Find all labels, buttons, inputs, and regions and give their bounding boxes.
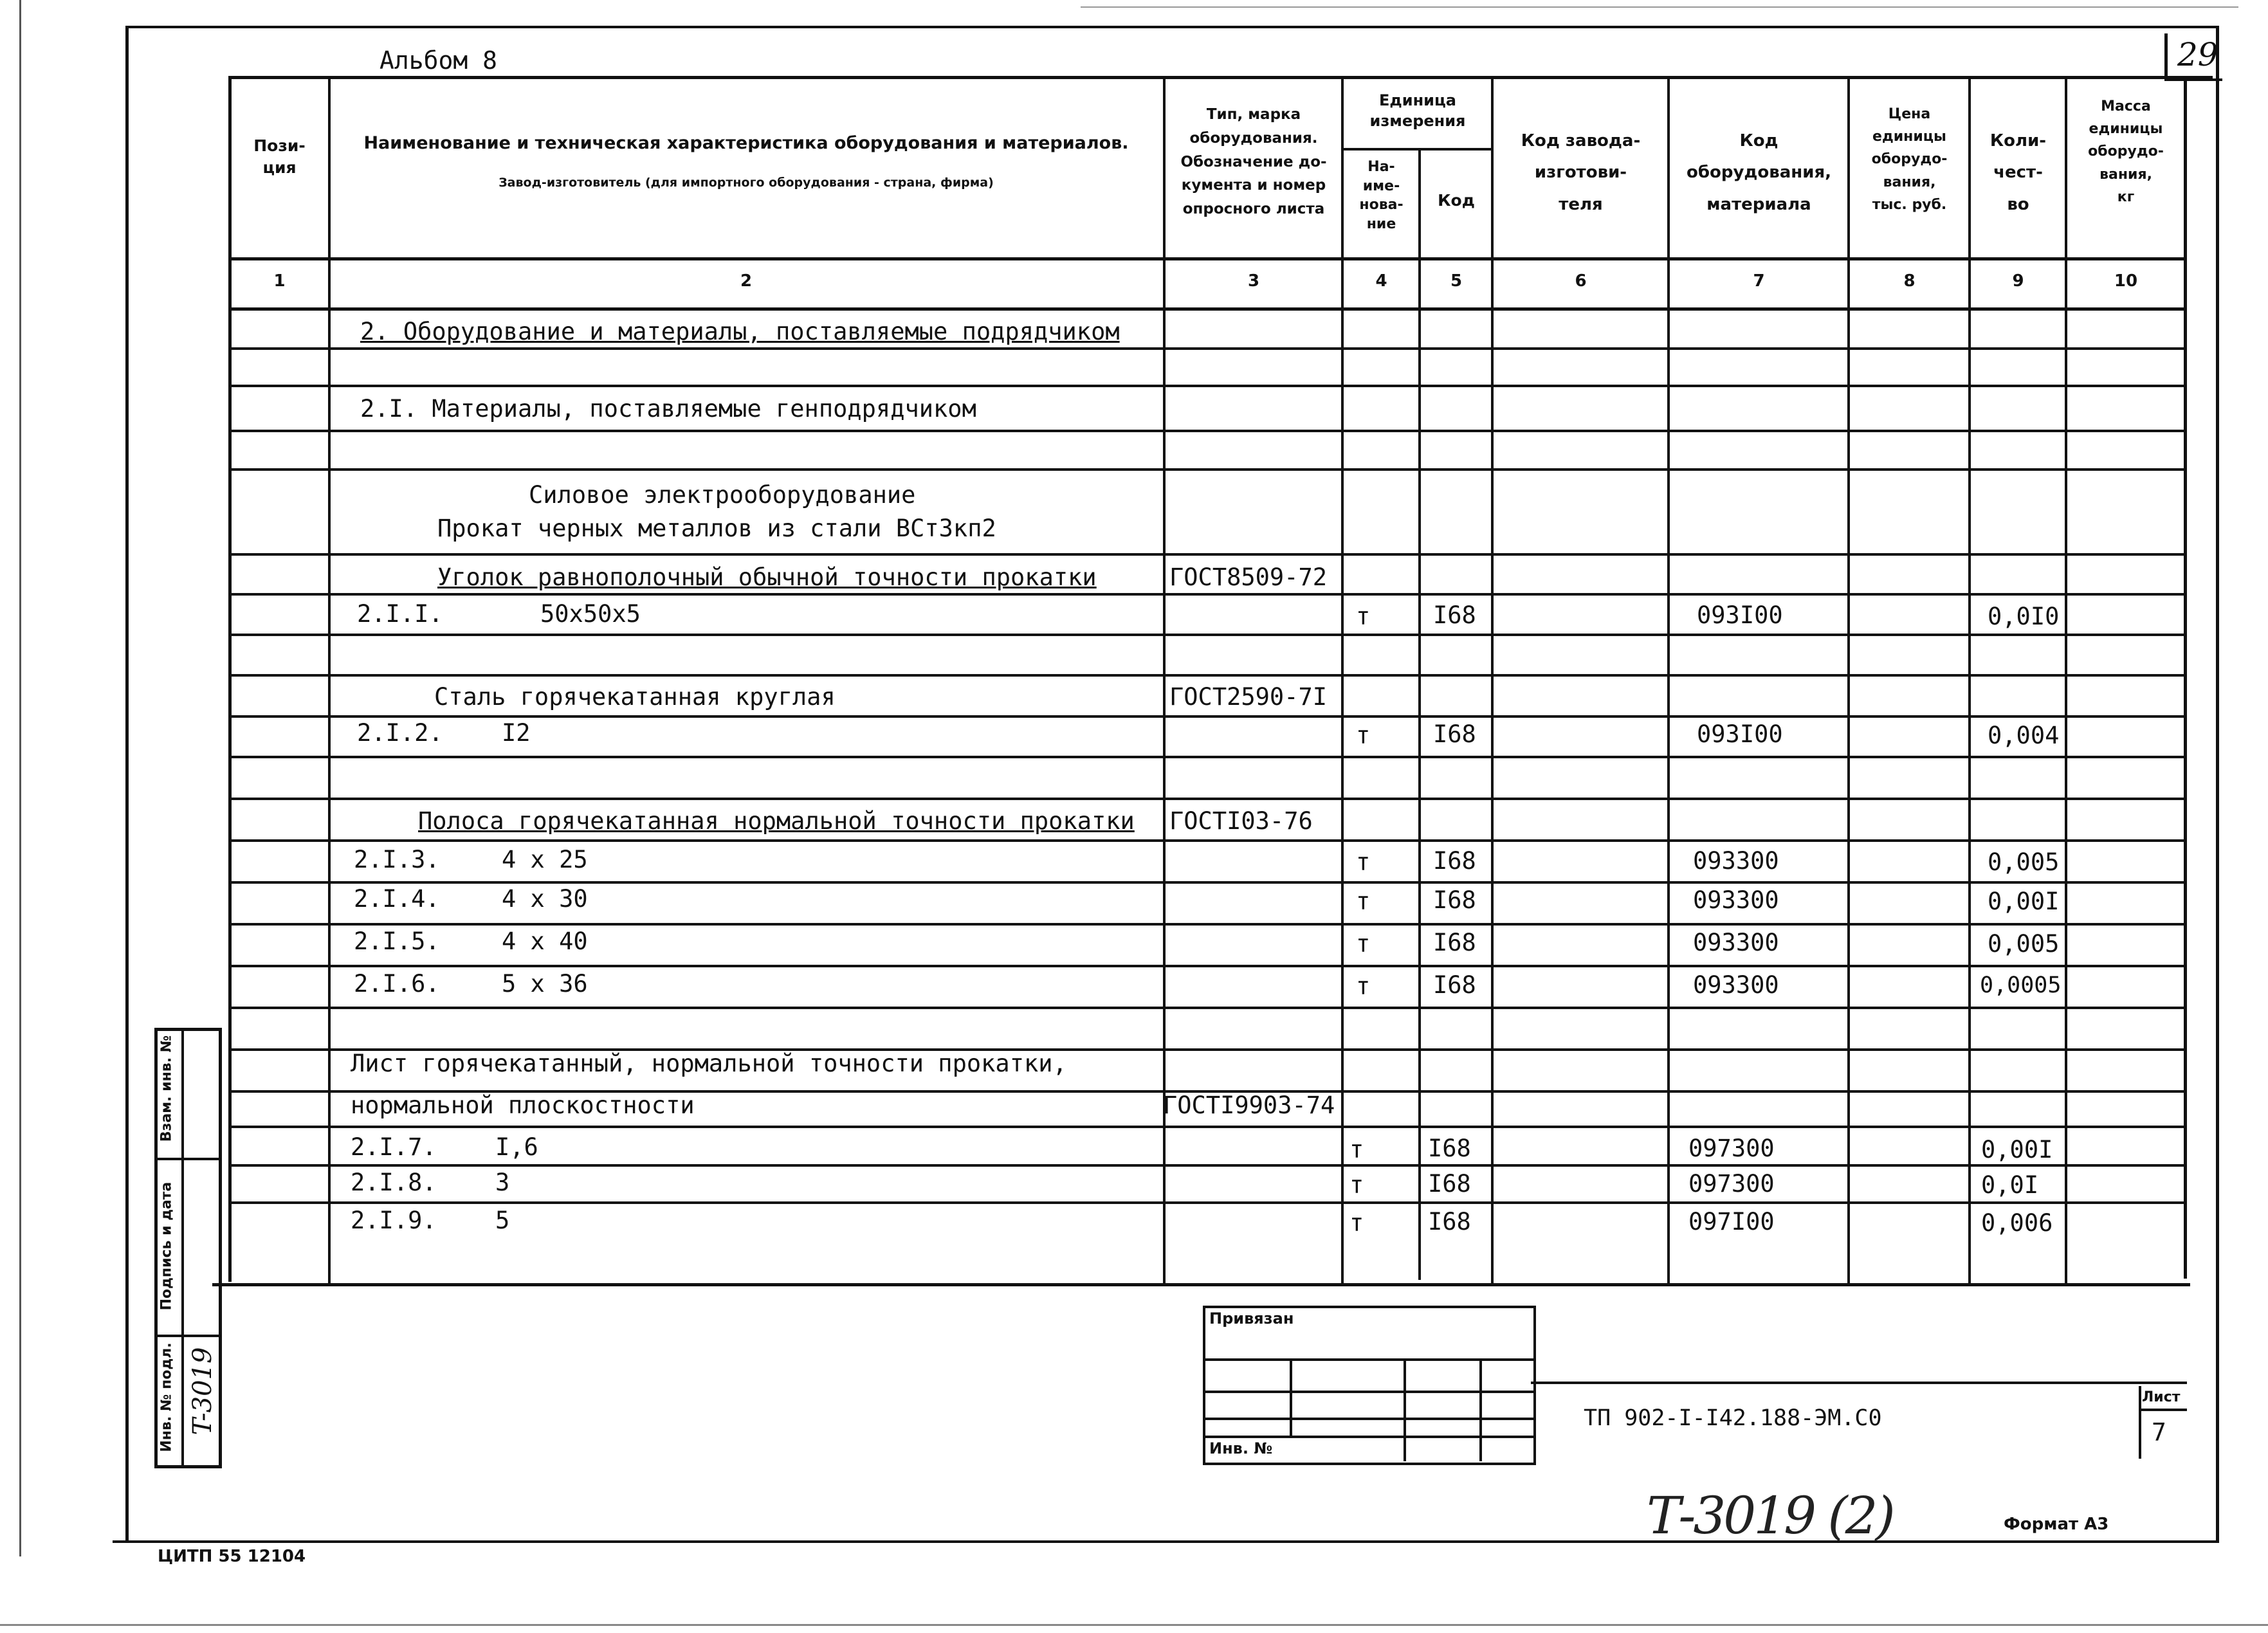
row-line (228, 923, 2187, 926)
item-position: 2.I.2. (357, 719, 443, 747)
row-line (228, 965, 2187, 967)
item-quantity: 0,005 (1988, 930, 2060, 958)
row-line (228, 593, 2187, 596)
item-name: 5 (495, 1207, 510, 1234)
row-line (228, 347, 2187, 350)
item-name: 50x50x5 (540, 600, 641, 628)
group-heading: Уголок равнополочный обычной точности прокатки (437, 563, 1097, 591)
side-stamp-inv-value: T-3019 (188, 1347, 217, 1436)
row-line (228, 756, 2187, 758)
doc-code-top-line (1531, 1382, 2187, 1384)
row-line (228, 553, 2187, 556)
group-heading: Лист горячекатанный, нормальной точности прокатки, (351, 1050, 1067, 1077)
item-quantity: 0,0I (1981, 1171, 2039, 1199)
colnum-1: 1 (273, 271, 286, 291)
doc-code: ТП 902-I-I42.188-ЭМ.С0 (1584, 1405, 1882, 1431)
item-unit: т (1349, 1136, 1364, 1163)
list-box-line (2139, 1409, 2187, 1411)
header-bottom-line (228, 257, 2187, 260)
item-unit: т (1356, 848, 1371, 876)
item-unit-code: I68 (1433, 720, 1476, 748)
row-line (212, 1283, 2190, 1286)
col-line-9 (2065, 76, 2067, 1285)
row-line (228, 468, 2187, 471)
item-quantity: 0,0I0 (1988, 603, 2060, 630)
row-line (228, 674, 2187, 677)
item-material-code: 093300 (1693, 886, 1779, 914)
item-quantity: 0,00I (1981, 1136, 2053, 1163)
item-material-code: 093I00 (1697, 720, 1783, 748)
col-line-1 (328, 76, 331, 1285)
item-unit-code: I68 (1428, 1170, 1471, 1198)
item-position: 2.I.I. (357, 600, 443, 628)
colnum-7: 7 (1753, 271, 1765, 291)
colnum-3: 3 (1247, 271, 1260, 291)
item-unit-code: I68 (1433, 886, 1476, 914)
item-position: 2.I.6. (354, 970, 440, 998)
format-label: Формат А3 (2004, 1515, 2109, 1534)
side-stamp-podpis: Подпись и дата (158, 1181, 175, 1311)
header-price: Цена единицы оборудо- вания, тыс. руб. (1871, 106, 1948, 213)
row-line (228, 385, 2187, 387)
item-unit: т (1349, 1171, 1364, 1199)
outer-bottom-line (113, 1540, 2219, 1543)
privyazan-col (1290, 1358, 1292, 1436)
privyazan-col (1404, 1358, 1406, 1461)
inv-no-label: Инв. № (1209, 1439, 1273, 1457)
colnum-6: 6 (1575, 271, 1587, 291)
printer-mark: ЦИТП 55 12104 (158, 1547, 306, 1566)
colnum-9: 9 (2012, 271, 2024, 291)
unit-group-line (1341, 148, 1492, 151)
privyazan-col (1479, 1358, 1482, 1461)
section-heading: 2. Оборудование и материалы, поставляемые подрядчиком (360, 318, 1120, 345)
section-heading: Силовое электрооборудование (529, 481, 916, 509)
item-position: 2.I.5. (354, 927, 440, 955)
group-heading: нормальной плоскостности (351, 1091, 695, 1119)
side-stamp-divider (181, 1028, 184, 1465)
row-line (228, 1201, 2187, 1204)
header-material-code: Код оборудования, материала (1686, 131, 1832, 214)
header-name: Наименование и техническая характеристика оборудования и материалов. (363, 133, 1129, 153)
item-unit-code: I68 (1428, 1135, 1471, 1162)
group-heading: Полоса горячекатанная нормальной точности прокатки (418, 807, 1135, 835)
row-line (228, 881, 2187, 884)
colnum-10: 10 (2114, 271, 2138, 291)
item-position: 2.I.4. (354, 885, 440, 913)
scan-edge-top (1081, 6, 2238, 8)
colnum-5: 5 (1450, 271, 1463, 291)
item-unit: т (1356, 972, 1371, 1000)
header-position: Пози- ция (253, 136, 306, 177)
item-name: 3 (495, 1169, 510, 1196)
item-unit: т (1356, 722, 1371, 749)
row-line (228, 430, 2187, 432)
side-stamp-inv-podl: Инв. № подл. (158, 1342, 175, 1452)
section-heading: 2.I. Материалы, поставляемые генподрядчиком (360, 395, 976, 423)
section-heading: Прокат черных металлов из стали ВСт3кп2 (437, 515, 996, 542)
colnum-8: 8 (1903, 271, 1916, 291)
col-line-3 (1341, 76, 1344, 1285)
item-material-code: 093300 (1693, 971, 1779, 999)
row-line (228, 1164, 2187, 1167)
handwritten-archive-number: Т-3019 (2) (1647, 1486, 1893, 1546)
row-line (228, 1007, 2187, 1009)
colnum-bottom-line (228, 307, 2187, 311)
header-manufacturer: Завод-изготовитель (для импортного оборудования - страна, фирма) (498, 176, 994, 190)
row-line (228, 634, 2187, 636)
list-value: 7 (2152, 1418, 2166, 1446)
gost-ref: ГОСТ8509-72 (1169, 563, 1328, 591)
item-unit-code: I68 (1433, 601, 1476, 629)
header-unit-group: Единица измерения (1369, 91, 1466, 131)
item-material-code: 097300 (1688, 1135, 1775, 1162)
item-position: 2.I.3. (354, 846, 440, 873)
item-unit-code: I68 (1428, 1208, 1471, 1236)
item-name: 4 x 30 (502, 885, 588, 913)
item-quantity: 0,004 (1988, 722, 2060, 749)
side-stamp-vzam: Взам. инв. № (158, 1035, 175, 1142)
item-name: 4 x 40 (502, 927, 588, 955)
album-label: Альбом 8 (380, 46, 498, 75)
header-unit-name: На- име- нова- ние (1359, 159, 1404, 233)
row-line (228, 715, 2187, 718)
item-name: I,6 (495, 1133, 538, 1161)
scan-edge-bottom (0, 1624, 2268, 1626)
item-unit: т (1356, 930, 1371, 958)
item-unit-code: I68 (1433, 929, 1476, 956)
item-name: 5 x 36 (502, 970, 588, 998)
item-unit: т (1356, 888, 1371, 915)
privyazan-label: Привязан (1209, 1309, 1294, 1327)
header-unit-code: Код (1438, 191, 1475, 210)
header-quantity: Коли- чест- во (1989, 131, 2047, 214)
gost-ref: ГОСТI03-76 (1169, 807, 1313, 835)
item-material-code: 097300 (1688, 1170, 1775, 1198)
gost-ref: ГОСТ2590-7I (1169, 683, 1328, 711)
list-label: Лист (2142, 1389, 2181, 1405)
privyazan-line (1203, 1391, 1534, 1393)
header-mass: Масса единицы оборудо- вания, кг (2088, 98, 2164, 205)
col-line-6 (1667, 76, 1670, 1285)
item-unit: т (1349, 1209, 1364, 1237)
item-material-code: 093300 (1693, 929, 1779, 956)
item-quantity: 0,00I (1988, 888, 2060, 915)
item-unit-code: I68 (1433, 847, 1476, 875)
group-heading: Сталь горячекатанная круглая (434, 683, 836, 711)
item-name: I2 (502, 719, 531, 747)
table-right-edge (2184, 76, 2187, 1279)
header-factory-code: Код завода- изготови- теля (1521, 131, 1641, 214)
item-quantity: 0,006 (1981, 1209, 2053, 1237)
item-unit: т (1356, 603, 1371, 630)
col-line-8 (1968, 76, 1971, 1285)
item-quantity: 0,005 (1988, 848, 2060, 876)
privyazan-line (1203, 1358, 1534, 1361)
scan-edge-left (19, 0, 21, 1556)
header-type: Тип, марка оборудования. Обозначение до- кумента и номер опросного листа (1180, 106, 1327, 218)
item-material-code: 093300 (1693, 847, 1779, 875)
colnum-2: 2 (740, 271, 753, 291)
item-name: 4 x 25 (502, 846, 588, 873)
privyazan-line (1203, 1418, 1534, 1420)
col-line-7 (1847, 76, 1850, 1285)
privyazan-line (1203, 1436, 1534, 1438)
colnum-4: 4 (1375, 271, 1387, 291)
col-line-5 (1491, 76, 1494, 1285)
item-quantity: 0,0005 (1980, 972, 2062, 998)
col-line-4 (1418, 148, 1421, 1280)
item-unit-code: I68 (1433, 971, 1476, 999)
item-position: 2.I.7. (351, 1133, 437, 1161)
item-material-code: 097I00 (1688, 1208, 1775, 1236)
row-line (228, 839, 2187, 842)
item-material-code: 093I00 (1697, 601, 1783, 629)
page-number: 29 (2177, 36, 2218, 73)
item-position: 2.I.8. (351, 1169, 437, 1196)
item-position: 2.I.9. (351, 1207, 437, 1234)
row-line (228, 798, 2187, 800)
gost-ref: ГОСТI9903-74 (1163, 1091, 1335, 1119)
row-line (228, 1126, 2187, 1128)
